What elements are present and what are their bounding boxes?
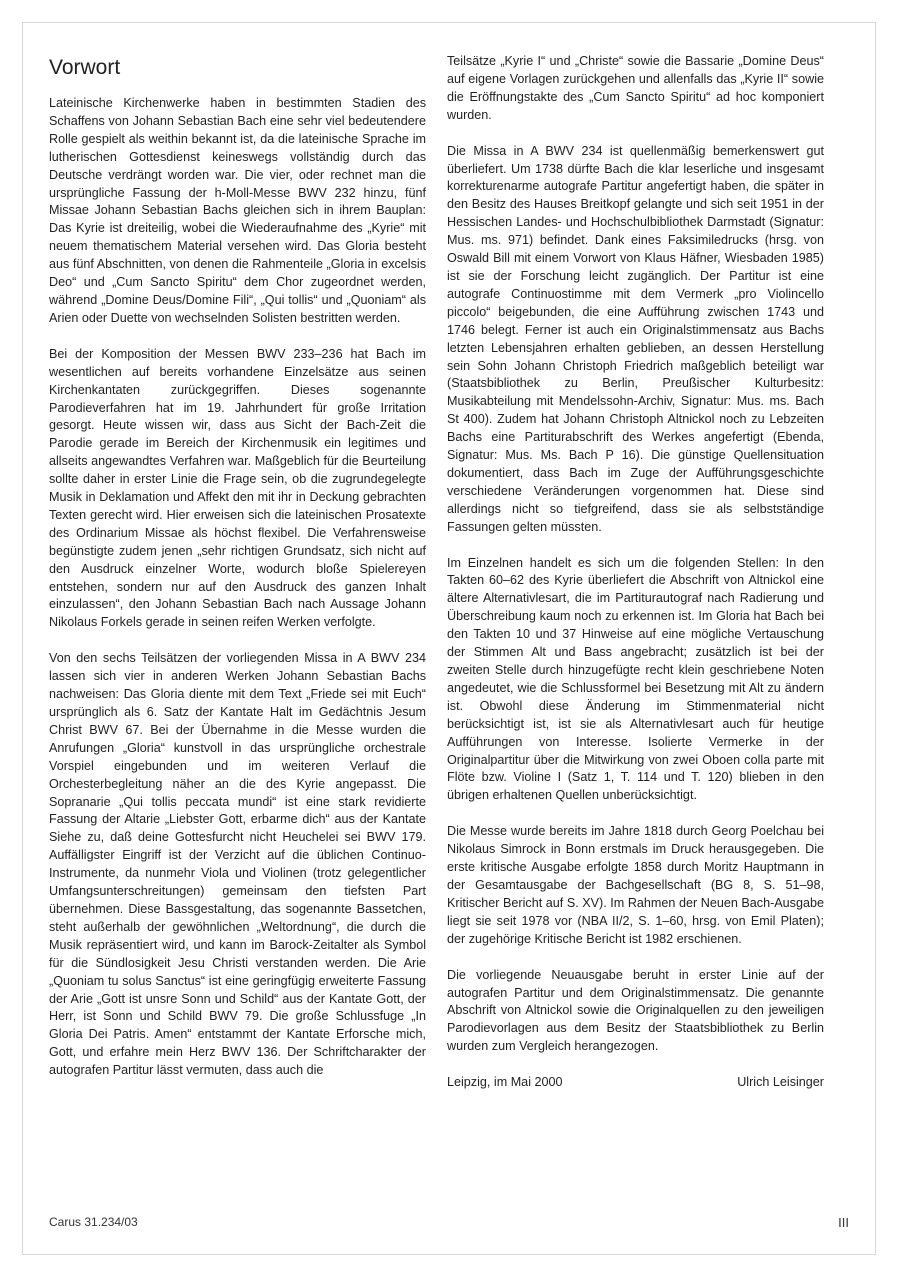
catalog-number: Carus 31.234/03 [49,1215,138,1229]
paragraph: Die Missa in A BWV 234 ist quellenmäßig bemerkenswert gut überliefert. Um 1738 dürfte Bach die klar leserliche und insgesamt korrekturenarme autografe Partitur angefertigt haben, die später in den Besitz des Hauses Breitkopf gelangte und sich seit 1951 in der Hessischen Landes- und Hochschulbibliothek Darmstadt (Signatur: Mus. ms. 971) befindet. Dank eines Faksimiledrucks (hrsg. von Oswald Bill mit einem Vorwort von Klaus Häfner, Wiesbaden 1985) ist sie der Forschung leicht zugänglich. Der Partitur ist eine autografe Continuostimme mit dem Vermerk „pro Violincello piccolo“ beigebunden, die eine Aufführung zwischen 1743 und 1746 belegt. Ferner ist auch ein Originalstimmensatz aus Bachs letzten Lebensjahren erhalten geblieben, an dessen Herstellung sein Sohn Johann Christoph Friedrich maßgeblich beteiligt war (Staatsbibliothek zu Berlin, Preußischer Kulturbesitz: Musikabteilung mit Mendelssohn-Archiv, Signatur: Mus. ms. Bach St 400). Zudem hat Johann Christoph Altnickol noch zu Lebzeiten Bachs eine Partiturabschrift des Werkes angefertigt (Ebenda, Signatur: Mus. Ms. Bach P 16). Die günstige Quellensituation dokumentiert, dass Bach im Zuge der Aufführungsgeschichte verschiedene Veränderungen vorgenommen hat. Diese sind allerdings nicht so tiefgreifend, dass sie als selbstständige Fassungen gelten müssten. [447,143,824,534]
document-page [22,22,876,1255]
paragraph: Teilsätze „Kyrie I“ und „Christe“ sowie die Bassarie „Domine Deus“ auf eigene Vorlagen zurückgehen und allenfalls das „Kyrie II“ sowie die Eröffnungstakte des „Cum Sancto Spiritu“ ad hoc komponiert wurden. [447,54,824,122]
author-name: Ulrich Leisinger [737,1075,824,1090]
paragraph: Bei der Komposition der Messen BWV 233–236 hat Bach im wesentlichen auf bereits vorhandene Einzelsätze aus seinen Kirchenkantaten zurückgegriffen. Dieses sogenannte Parodieverfahren hat im 19. Jahrhundert für große Irritation gesorgt. Heute wissen wir, dass aus Sicht der Bach-Zeit die Parodie gerade im Bereich der Kirchenmusik ein legitimes und allseits angewandtes Verfahren war. Maßgeblich für die Beurteilung sollte daher in erster Linie die Frage sein, ob die zugrundegelegte Musik in Deklamation und Affekt den mit ihr in Deckung gebrachten Texten gerecht wird. Hier erweisen sich die lateinischen Prosatexte des Ordinarium Missae als höchst flexibel. Die Verfahrensweise begünstigte zudem jenen „sehr richtigen Grundsatz, sich nicht auf den Ausdruck einzelner Worte, wodurch bloße Spielereyen entstehen, sondern nur auf den Ausdruck des ganzen Inhalt einzulassen“, den Johann Sebastian Bach nach Aussage Johann Nikolaus Forkels gerade in seinen reifen Werken verfolgte. [49,346,426,630]
left-column [49,53,426,1098]
paragraph: Lateinische Kirchenwerke haben in bestimmten Stadien des Schaffens von Johann Sebastian Bach eine sehr viel bedeutendere Rolle gespielt als weithin bekannt ist, da die lateinische Sprache im lutherischen Gottesdienst keineswegs vollständig durch das Deutsche verdrängt worden war. Die vier, oder rechnet man die ursprüngliche Fassung der h-Moll-Messe BWV 232 hinzu, fünf Missae Johann Sebastian Bachs gleichen sich in ihrem Bauplan: Das Kyrie ist dreiteilig, wobei die Wiederaufnahme des „Kyrie“ mit neuem thematischem Material versehen wird. Das Gloria besteht aus fünf Abschnitten, von denen die Rahmenteile „Gloria in excelsis Deo“ und „Cum Sancto Spiritu“ dem Chor zugeordnet werden, während „Domine Deus/Domine Fili“, „Qui tollis“ und „Quoniam“ als Arien oder Duette von wechselnden Solisten bestritten werden. [49,96,426,325]
paragraph: Die vorliegende Neuausgabe beruht in erster Linie auf der autografen Partitur und dem Originalstimmensatz. Die genannte Abschrift von Altnickol sowie die Originalquellen zu den jeweiligen Parodievorlagen aus dem Besitz der Staatsbibliothek zu Berlin wurden zum Vergleich herangezogen. [447,967,824,1054]
signature-line [447,1074,824,1092]
paragraph: Die Messe wurde bereits im Jahre 1818 durch Georg Poelchau bei Nikolaus Simrock in Bonn erstmals im Druck herausgegeben. Die erste kritische Ausgabe erfolgte 1858 durch Moritz Hauptmann in der Gesamtausgabe der Bachgesellschaft (BG 8, S. 51–98, Kritischer Bericht auf S. XV). Im Rahmen der Neuen Bach-Ausgabe liegt sie seit 1978 vor (NBA II/2, S. 1–60, hrsg. von Emil Platen); der zugehörige Kritische Bericht ist 1982 erschienen. [447,824,824,946]
page-title: Vorwort [49,56,121,79]
right-column [447,53,824,1092]
page-number: III [838,1215,849,1230]
place-date: Leipzig, im Mai 2000 [447,1075,563,1090]
paragraph: Im Einzelnen handelt es sich um die folgenden Stellen: In den Takten 60–62 des Kyrie überliefert die Abschrift von Altnickol eine ältere Alternativlesart, die im Partiturautograf nach Radierung und Überschreibung kaum noch zu erkennen ist. Im Gloria hat Bach bei den Takten 10 und 37 Hinweise auf eine mögliche Vertauschung der Stimmen Alt und Bass angebracht; zusätzlich ist bei der zweiten Stelle durch hinzugefügte recht klein geschriebene Noten angedeutet, wie die Schlussformel bei Besetzung mit Alt zu ändern ist. Obwohl diese Änderung im Stimmenmaterial nicht berücksichtigt ist, ist sie als Alternativlesart auch für heutige Aufführungen von Interesse. Isolierte Vermerke in der Originalpartitur über die Mitwirkung von zwei Oboen colla parte mit Flöte bzw. Violine I (Satz 1, T. 114 und T. 120) blieben in den übrigen erhaltenen Quellen unberücksichtigt. [447,555,824,803]
paragraph: Von den sechs Teilsätzen der vorliegenden Missa in A BWV 234 lassen sich vier in anderen Werken Johann Sebastian Bachs nachweisen: Das Gloria diente mit dem Text „Friede sei mit Euch“ ursprünglich als 6. Satz der Kantate Halt im Gedächtnis Jesum Christ BWV 67. Bei der Übernahme in die Messe wurden die Anrufungen „Gloria“ kunstvoll in das ursprüngliche orchestrale Vorspiel eingebunden und im weiteren Verlauf die Orchesterbegleitung näher an die des Kyrie angepasst. Die Sopranarie „Qui tollis peccata mundi“ ist eine stark revidierte Fassung der Altarie „Liebster Gott, erbarme dich“ aus der Kantate Siehe zu, daß deine Gottesfurcht nicht Heuchelei sei BWV 179. Auffälligster Eingriff ist der Verzicht auf die üblichen Continuo-Instrumente, da nunmehr Viola und Violinen (trotz gelegentlicher Umfangsunterschreitungen) gemeinsam den tiefsten Part übernehmen. Diese Bassgestaltung, das sogenannte Bassetchen, steht außerhalb der gewöhnlichen „Weltordnung“, die durch die Musik repräsentiert wird, und kann im Barock-Zeitalter als Symbol für die Sündlosigkeit Jesu Christi verstanden werden. Die Arie „Quoniam tu solus Sanctus“ ist eine geringfügig erweiterte Fassung der Arie „Gott ist unsre Sonn und Schild“ aus der Kantate Gott, der Herr, ist Sonn und Schild BWV 79. Die große Schlussfuge „In Gloria Dei Patris. Amen“ entstammt der Kantate Erforsche mich, Gott, und erfahre mein Herz BWV 136. Der Schriftcharakter der autografen Partitur lässt vermuten, dass auch die [49,651,426,1078]
